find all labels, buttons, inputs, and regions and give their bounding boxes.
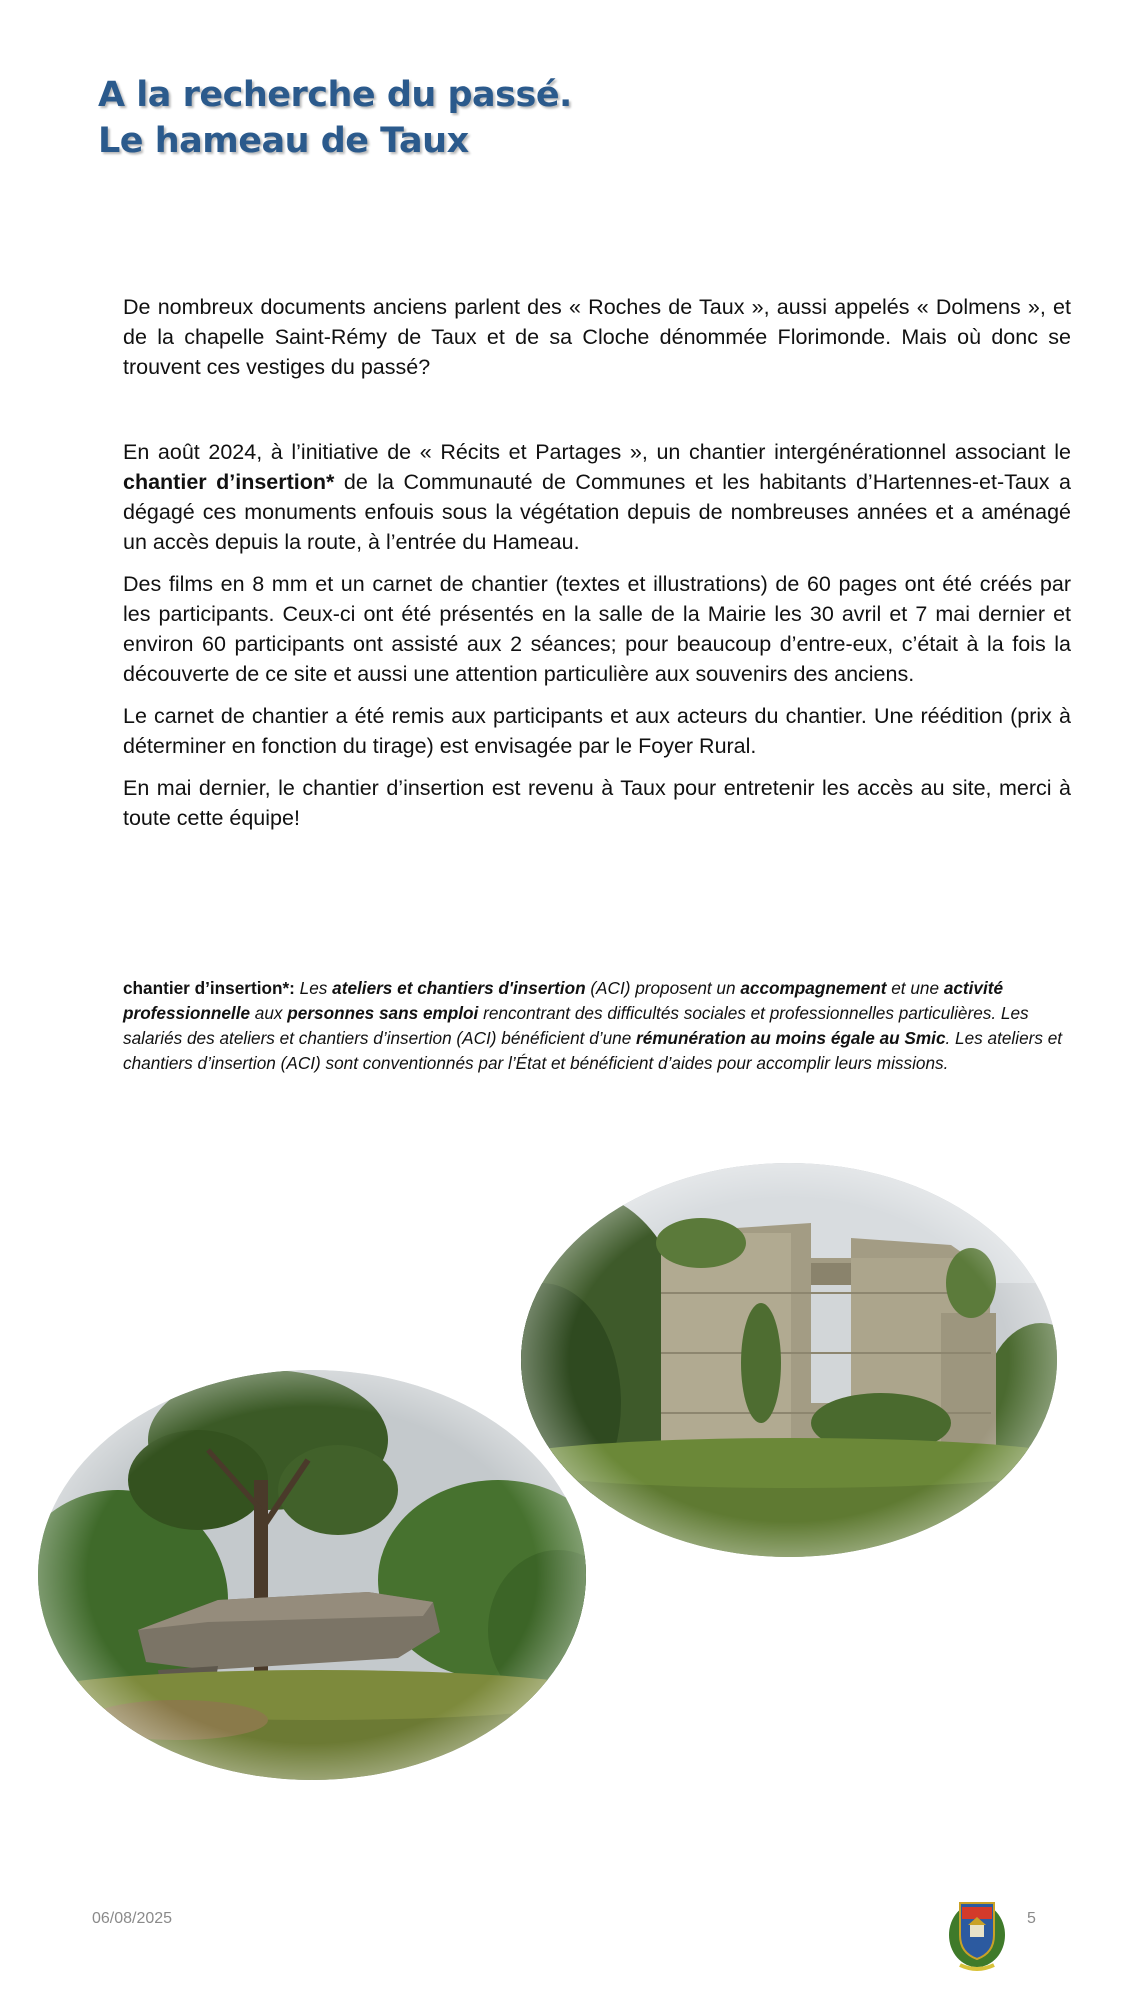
municipal-crest-icon [946,1895,1008,1973]
footnote-bold: accompagnement [740,978,887,998]
page-number: 5 [1027,1910,1036,1927]
paragraph-mai: En mai dernier, le chantier d’insertion est revenu à Taux pour entretenir les accès au site, merci à toute cette équipe! [123,776,1071,830]
footnote-text: (ACI) proposent un [585,978,741,998]
p1-after: de la Communauté de Communes et les habitants d’Hartennes-et-Taux a dégagé ces monuments enfouis sous la végétation depuis de nombreuses années et a aménagé un accès depuis la route, à l’entrée du Hameau. [123,470,1072,554]
page-title [98,72,572,164]
paragraph-chantier [123,437,1071,557]
intro-paragraph: De nombreux documents anciens parlent des « Roches de Taux », aussi appelés « Dolmens », et de la chapelle Saint-Rémy de Taux et de sa Cloche dénommée Florimonde. Mais où donc se trouvent ces vestiges du passé? [123,295,1071,379]
paragraph-carnet: Le carnet de chantier a été remis aux participants et aux acteurs du chantier. Une réédition (prix à déterminer en fonction du tirage) est envisagée par le Foyer Rural. [123,704,1071,758]
title-line-1: A la recherche du passé. [98,75,572,115]
dolmen-photo [38,1370,586,1780]
photo-vignette [38,1370,586,1780]
footnote-term: chantier d’insertion*: [123,978,295,998]
footnote [123,976,1071,1076]
p1-before: En août 2024, à l’initiative de « Récits et Partages », un chantier intergénérationnel associant le [123,440,1071,464]
title-line-2: Le hameau de Taux [98,121,469,161]
article-body [123,437,1071,845]
footnote-bold: rémunération au moins égale au Smic [636,1028,946,1048]
footnote-text: rencontrant des difficultés sociales et professionnelles particulières. Les salariés des ateliers et chantiers d’insertion (ACI) bénéficient d’une [123,1003,1029,1048]
footnote-text: aux [250,1003,288,1023]
footnote-bold: ateliers et chantiers d'insertion [332,978,586,998]
footnote-text: et une [886,978,944,998]
chapel-ruin-photo [521,1163,1057,1557]
photo-vignette [521,1163,1057,1557]
paragraph-films: Des films en 8 mm et un carnet de chantier (textes et illustrations) de 60 pages ont été créés par les participants. Ceux-ci ont été présentés en la salle de la Mairie les 30 avril et 7 mai dernier et environ 60 participants ont assisté aux 2 séances; pour beaucoup d’entre-eux, c’était à la fois la découverte de ce site et aussi une attention particulière aux souvenirs des anciens. [123,572,1071,686]
footer-date: 06/08/2025 [92,1910,173,1927]
footnote-text: Les [294,978,333,998]
footnote-text: . Les ateliers et chantiers d’insertion (ACI) sont conventionnés par l’État et bénéficient d’aides pour accomplir leurs missions. [123,1028,1063,1073]
footnote-bold: activité professionnelle [123,978,1004,1023]
footnote-bold: personnes sans emploi [287,1003,479,1023]
p1-bold-term: chantier d’insertion* [123,470,335,494]
intro-block [123,292,1071,394]
